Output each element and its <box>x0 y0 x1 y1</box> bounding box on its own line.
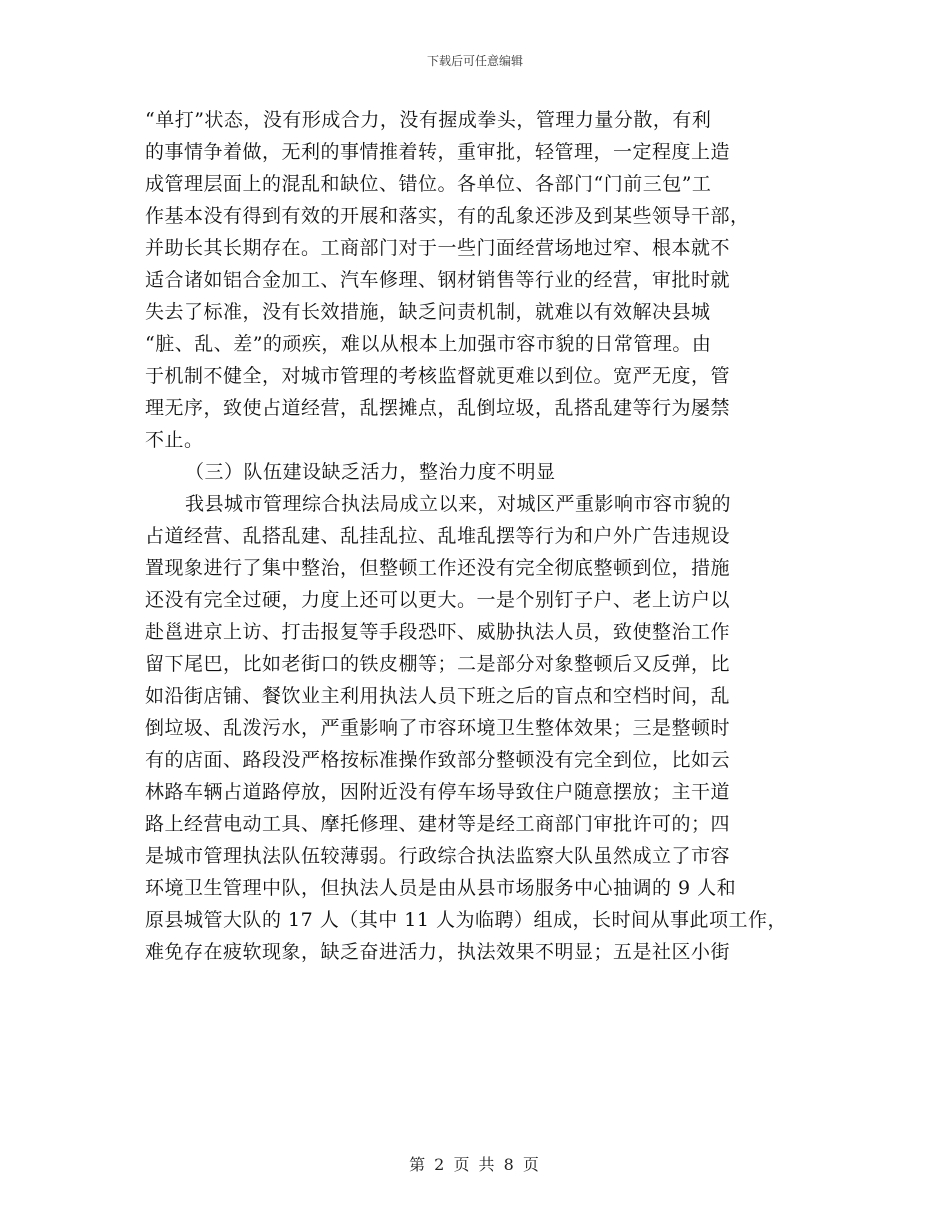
text-line: 环境卫生管理中队，但执法人员是由从县市场服务中心抽调的 9 人和 <box>145 877 737 899</box>
text-line: 如沿街店铺、餐饮业主利用执法人员下班之后的盲点和空档时间，乱 <box>145 685 731 707</box>
text-line: 理无序，致使占道经营，乱摆摊点，乱倒垃圾，乱搭乱建等行为屡禁 <box>145 397 731 419</box>
text-line: 赴邕进京上访、打击报复等手段恐吓、威胁执法人员，致使整治工作 <box>145 621 731 643</box>
text-line: 不止。 <box>145 429 204 451</box>
text-line: 还没有完全过硬，力度上还可以更大。一是个别钉子户、老上访户以 <box>145 589 731 611</box>
page-number: 第 2 页 共 8 页 <box>409 1155 541 1174</box>
text-line: 置现象进行了集中整治，但整顿工作还没有完全彻底整顿到位，措施 <box>145 557 731 579</box>
text-line: 成管理层面上的混乱和缺位、错位。各单位、各部门“门前三包”工 <box>145 173 712 195</box>
text-line: 失去了标准，没有长效措施，缺乏问责机制，就难以有效解决县城 <box>145 301 711 323</box>
text-line: 我县城市管理综合执法局成立以来，对城区严重影响市容市貌的 <box>185 493 732 515</box>
text-line: 是城市管理执法队伍较薄弱。行政综合执法监察大队虽然成立了市容 <box>145 845 731 867</box>
text-line: 并助长其长期存在。工商部门对于一些门面经营场地过窄、根本就不 <box>145 237 731 259</box>
text-line: （三）队伍建设缺乏活力，整治力度不明显 <box>185 461 556 483</box>
text-line: 路上经营电动工具、摩托修理、建材等是经工商部门审批许可的；四 <box>145 813 731 835</box>
text-line: 占道经营、乱搭乱建、乱挂乱拉、乱堆乱摆等行为和户外广告违规设 <box>145 525 731 547</box>
text-line: 有的店面、路段没严格按标准操作致部分整顿没有完全到位，比如云 <box>145 749 731 771</box>
text-line: 作基本没有得到有效的开展和落实，有的乱象还涉及到某些领导干部， <box>145 205 750 227</box>
text-line: 原县城管大队的 17 人（其中 11 人为临聘）组成，长时间从事此项工作， <box>145 909 788 931</box>
text-line: 的事情争着做，无利的事情推着转，重审批，轻管理，一定程度上造 <box>145 141 731 163</box>
text-line: “脏、乱、差”的顽疾，难以从根本上加强市容市貌的日常管理。由 <box>145 333 712 355</box>
text-line: “单打”状态，没有形成合力，没有握成拳头，管理力量分散，有利 <box>145 109 712 131</box>
page-header: 下载后可任意编辑 <box>426 54 523 68</box>
text-line: 林路车辆占道路停放，因附近没有停车场导致住户随意摆放；主干道 <box>145 781 731 803</box>
text-line: 留下尾巴，比如老街口的铁皮棚等；二是部分对象整顿后又反弹，比 <box>145 653 731 675</box>
text-line: 适合诸如铝合金加工、汽车修理、钢材销售等行业的经营，审批时就 <box>145 269 731 291</box>
document-body <box>145 104 805 968</box>
text-line: 于机制不健全，对城市管理的考核监督就更难以到位。宽严无度，管 <box>145 365 731 387</box>
text-line: 倒垃圾、乱泼污水，严重影响了市容环境卫生整体效果；三是整顿时 <box>145 717 731 739</box>
text-line: 难免存在疲软现象，缺乏奋进活力，执法效果不明显；五是社区小街 <box>145 941 731 963</box>
